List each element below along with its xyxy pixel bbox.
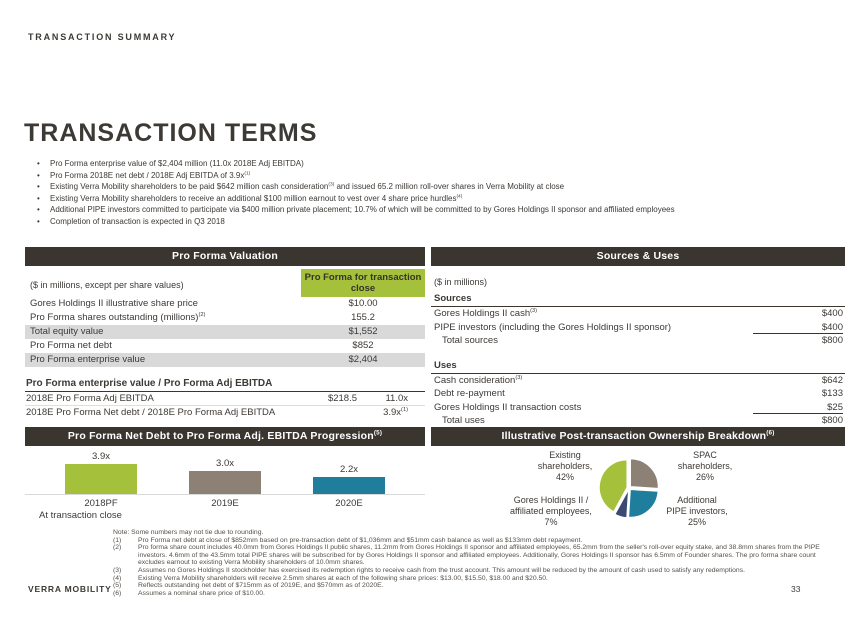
page-title: TRANSACTION TERMS <box>24 119 318 147</box>
footnote-row <box>113 582 825 590</box>
table-row <box>25 353 425 367</box>
row-value: $852 <box>352 340 374 351</box>
brand-logo: VERRA MOBILITY <box>28 584 112 594</box>
bullet-item <box>30 181 830 193</box>
row-value: $25 <box>753 401 843 415</box>
footnote-row <box>113 575 825 583</box>
footnotes-block <box>113 529 825 597</box>
footnote-text: Assumes no Gores Holdings II stockholder has exercised its redemption rights to receive cash from the trust account. This amount will be reduced by the amount of cash used to satisfy any redemptions. <box>138 566 745 574</box>
bullet-item <box>30 193 830 205</box>
bullet-text: Completion of transaction is expected in Q3 2018 <box>50 216 225 226</box>
pie-label-existing-shareholders <box>495 450 635 483</box>
footnote-number: (3) <box>113 566 122 574</box>
row-label: PIPE investors (including the Gores Holdings II sponsor) <box>434 321 672 333</box>
net-debt-bar-chart <box>25 448 425 522</box>
bullet-icon: • <box>37 216 40 226</box>
row-label: Pro Forma enterprise value <box>30 354 146 365</box>
row-value: $2,404 <box>348 354 378 365</box>
row-label: Pro Forma shares outstanding (millions)$^{(2)}$ <box>30 311 206 323</box>
table-row <box>25 297 425 311</box>
table-row <box>25 406 425 420</box>
sources-heading: Sources <box>431 293 845 307</box>
table-row <box>431 374 845 388</box>
pie-label-line: 7% <box>544 517 558 527</box>
pie-label-line: 25% <box>687 517 706 527</box>
row-label: Cash consideration$^{(3)}$ <box>434 374 523 386</box>
bar-chart-bars <box>25 448 425 495</box>
footnote-number: (1) <box>113 536 122 544</box>
pie-label-line: Additional <box>677 495 717 505</box>
bullet-icon: • <box>37 205 40 214</box>
row-label: Total equity value <box>30 326 104 337</box>
left-column <box>25 247 425 521</box>
row-label: Total uses <box>442 415 485 426</box>
bar-2018PF <box>65 464 137 494</box>
page-number: 33 <box>791 584 801 594</box>
summary-bullet-list <box>30 158 830 227</box>
ebitda-multiple-table <box>25 378 425 419</box>
bar-category-label: 2020E <box>335 498 363 509</box>
bar-2020E <box>313 477 385 494</box>
table-row <box>431 307 845 321</box>
footnote-row <box>113 590 825 598</box>
row-value: $800 <box>821 335 843 346</box>
pie-label-line: shareholders, <box>537 461 593 471</box>
bullet-text: Additional PIPE investors committed to participate via $400 million private placement; 10.7% of which will be committed to by Gores Holdings II sponsor and affiliated employees <box>50 205 675 214</box>
pie-label-additional-pipe <box>627 495 767 528</box>
bar-value-label: 3.0x <box>216 457 234 469</box>
table-row <box>25 392 425 406</box>
bullet-item <box>30 158 830 170</box>
footnote-row <box>113 537 825 545</box>
sources-uses-section-header: Sources & Uses <box>431 247 845 266</box>
valuation-section-header: Pro Forma Valuation <box>25 247 425 266</box>
footnote-text: Pro forma share count includes 40.0mm from Gores Holdings II public shares, 11.2mm from Gores Holdings II sponsor and affiliated employees, 65.2mm from the seller's roll-over equity stake, and 38.8mm shares from the PIPE investors. 4.6mm of the 43.5mm total PIPE shares will be subscribed for by Gores Holdings II sponsor and affiliated employees. Additionally, Gores Holdings II sponsor has 6.5mm of Founder shares. The pro forma share count excludes earnout to existing Verra Mobility shareholders of 10.0mm shares. <box>138 544 820 567</box>
bullet-item <box>30 216 830 228</box>
row-value: $642 <box>821 374 843 386</box>
row-label: Gores Holdings II transaction costs <box>434 401 582 413</box>
footnote-note: Note: Some numbers may not tie due to rounding. <box>113 529 264 536</box>
footnote-row <box>113 544 825 567</box>
table-row <box>431 387 845 401</box>
footnote-number: (5) <box>113 582 122 590</box>
footnote-text: Existing Verra Mobility shareholders will receive 2.5mm shares at each of the following share prices: $13.00, $15.50, $18.00 and $20.50. <box>138 574 548 582</box>
row-value: $800 <box>821 415 843 426</box>
footnote-text: Reflects outstanding net debt of $715mm as of 2019E, and $570mm as of 2020E. <box>138 582 384 590</box>
row-label: Debt re-payment <box>434 388 505 399</box>
bar-2019E <box>189 471 261 494</box>
bullet-icon: • <box>37 182 40 191</box>
bar-group <box>39 451 163 494</box>
bullet-item <box>30 170 830 182</box>
pie-label-line: SPAC <box>693 450 717 460</box>
row-value: $400 <box>753 321 843 335</box>
row-value <box>297 406 357 420</box>
footnote-number: (2) <box>113 544 122 552</box>
row-multiple: $3.9x^{(1)}$ <box>383 406 408 418</box>
bar-chart-categories <box>25 495 425 522</box>
pie-label-gores-affiliated <box>471 495 631 528</box>
row-multiple: 11.0x <box>385 393 408 404</box>
bullet-item <box>30 204 830 216</box>
row-label: Pro Forma net debt <box>30 340 112 351</box>
footnote-text: Pro Forma net debt at close of $852mm based on pre-transaction debt of $1,036mm and $51mm cash balance as well as $133mm debt repayment. <box>138 536 583 544</box>
pie-label-line: affiliated employees, <box>510 506 592 516</box>
pie-label-line: 42% <box>555 472 574 482</box>
table-row <box>431 414 845 428</box>
pie-chart-section-header: Illustrative Post-transaction Ownership Breakdown$^{(6)}$ <box>431 427 845 446</box>
bullet-text: Pro Forma 2018E net debt / 2018E Adj EBITDA of $3.9x^{(1)}$ <box>50 170 251 180</box>
ownership-pie-chart-area <box>431 447 845 542</box>
pie-label-line: 26% <box>695 472 714 482</box>
bar-category-label: 2018PF At transaction close <box>39 495 163 522</box>
row-value: $1,552 <box>348 326 378 337</box>
sources-uses-units-note: ($ in millions) <box>434 277 488 287</box>
row-value: 155.2 <box>351 312 375 323</box>
table-row <box>25 339 425 353</box>
table-row <box>431 401 845 415</box>
row-label: Gores Holdings II illustrative share price <box>30 298 198 309</box>
bar-value-label: 3.9x <box>92 450 110 462</box>
bullet-icon: • <box>37 170 40 180</box>
row-value: $218.5 <box>327 393 357 404</box>
pie-label-line: PIPE investors, <box>666 506 728 516</box>
footnote-text: Assumes a nominal share price of $10.00. <box>138 589 265 597</box>
row-label: 2018E Pro Forma Net debt / 2018E Pro Forma Adj EBITDA <box>26 406 276 418</box>
bullet-text: Existing Verra Mobility shareholders to receive an additional $100 million earnout to vest over 4 share price hurdles$^{(4)}$ <box>50 193 463 203</box>
bar-group <box>287 464 411 494</box>
footnote-number: (6) <box>113 589 122 597</box>
pie-label-line: Existing <box>549 450 581 460</box>
row-value: $400 <box>821 308 843 319</box>
pie-label-spac-shareholders <box>635 450 775 483</box>
bullet-text: Existing Verra Mobility shareholders to be paid $642 million cash consideration$^{(3)}$ and issued 65.2 million roll-over shares in Verra Mobility at close <box>50 182 565 191</box>
pie-label-line: Gores Holdings II / <box>513 495 589 505</box>
row-label: Gores Holdings II cash$^{(3)}$ <box>434 307 538 319</box>
bar-value-label: 2.2x <box>340 464 358 476</box>
footnote-row <box>113 567 825 575</box>
footnote-number: (4) <box>113 574 122 582</box>
table-row <box>431 321 845 335</box>
bar-chart-section-header: Pro Forma Net Debt to Pro Forma Adj. EBITDA Progression$^{(5)}$ <box>25 427 425 446</box>
row-value: $10.00 <box>348 298 378 309</box>
table-row <box>431 334 845 348</box>
table-row <box>25 325 425 339</box>
valuation-units-note: ($ in millions, except per share values) <box>30 280 184 290</box>
bullet-text: Pro Forma enterprise value of $2,404 million (11.0x 2018E Adj EBITDA) <box>50 159 304 168</box>
bar-category-sublabel: At transaction close <box>39 510 122 521</box>
valuation-column-header: Pro Forma for transaction close <box>301 269 425 297</box>
row-value: $133 <box>821 388 843 399</box>
bar-group <box>163 458 287 494</box>
uses-heading: Uses <box>431 360 845 374</box>
slide-kicker: TRANSACTION SUMMARY <box>28 32 177 42</box>
valuation-table-head <box>25 269 425 297</box>
bullet-icon: • <box>37 193 40 203</box>
row-label: Total sources <box>442 335 498 346</box>
right-column <box>431 247 845 527</box>
ebitda-table-title: Pro Forma enterprise value / Pro Forma Adj EBITDA <box>25 378 425 392</box>
row-label: 2018E Pro Forma Adj EBITDA <box>26 393 154 404</box>
bar-category-label: 2019E <box>211 498 239 509</box>
bullet-icon: • <box>37 159 40 168</box>
pie-label-line: shareholders, <box>677 461 733 471</box>
table-row <box>25 311 425 325</box>
